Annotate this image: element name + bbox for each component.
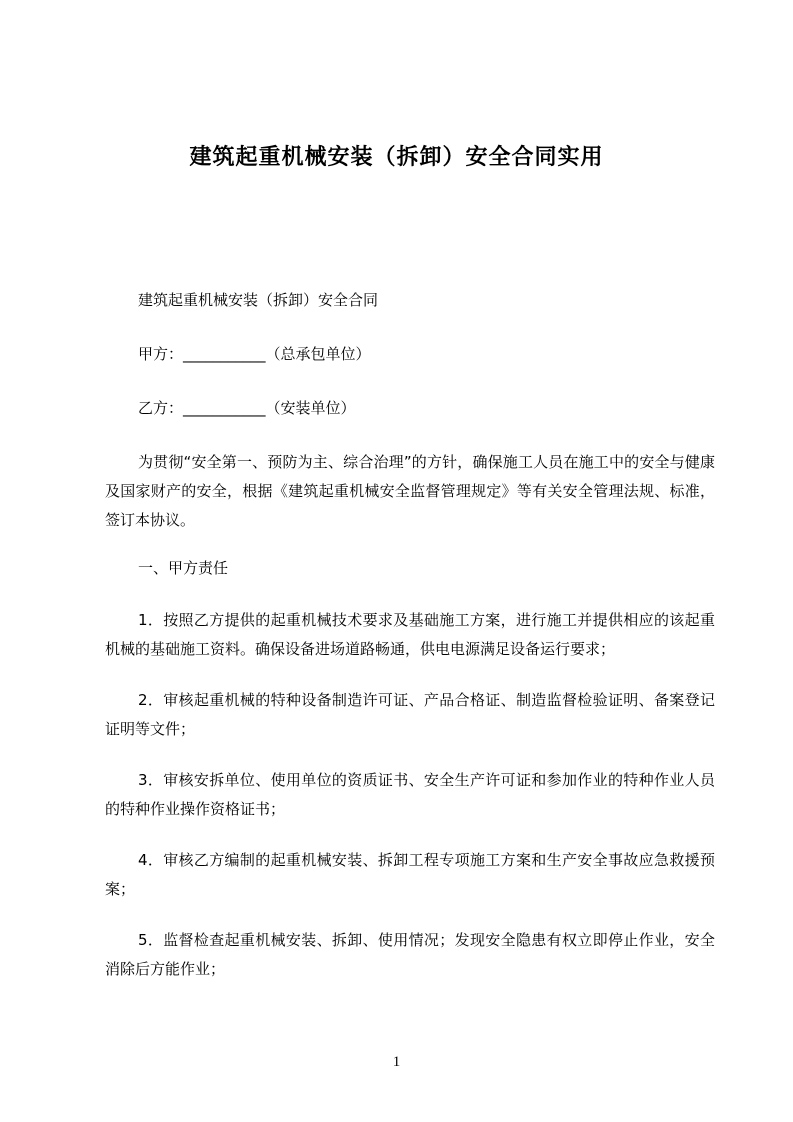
duty-item-4: 4．审核乙方编制的起重机械安装、拆卸工程专项施工方案和生产安全事故应急救援预案； <box>105 851 715 898</box>
page-number: 1 <box>392 1054 401 1070</box>
document-title: 建筑起重机械安装（拆卸）安全合同实用 <box>189 145 604 170</box>
party-a-line: 甲方：___________（总承包单位） <box>138 345 371 363</box>
duty-item-1: 1．按照乙方提供的起重机械技术要求及基础施工方案，进行施工并提供相应的该起重机械的基础施工资料。确保设备进场道路畅通，供电电源满足设备运行要求； <box>105 611 715 658</box>
section-heading-party-a-duties: 一、甲方责任 <box>138 559 229 577</box>
contract-heading: 建筑起重机械安装（拆卸）安全合同 <box>138 291 379 309</box>
duty-item-3: 3．审核安拆单位、使用单位的资质证书、安全生产许可证和参加作业的特种作业人员的特种作业操作资格证书； <box>105 771 715 818</box>
duty-item-5: 5．监督检查起重机械安装、拆卸、使用情况；发现安全隐患有权立即停止作业，安全消除后方能作业； <box>105 931 715 978</box>
preamble-paragraph: 为贯彻“安全第一、预防为主、综合治理”的方针，确保施工人员在施工中的安全与健康及国家财产的安全，根据《建筑起重机械安全监督管理规定》等有关安全管理法规、标准，签订本协议。 <box>105 453 715 529</box>
party-b-line: 乙方：___________（安装单位） <box>138 399 356 417</box>
duty-item-2: 2．审核起重机械的特种设备制造许可证、产品合格证、制造监督检验证明、备案登记证明等文件； <box>105 691 715 738</box>
